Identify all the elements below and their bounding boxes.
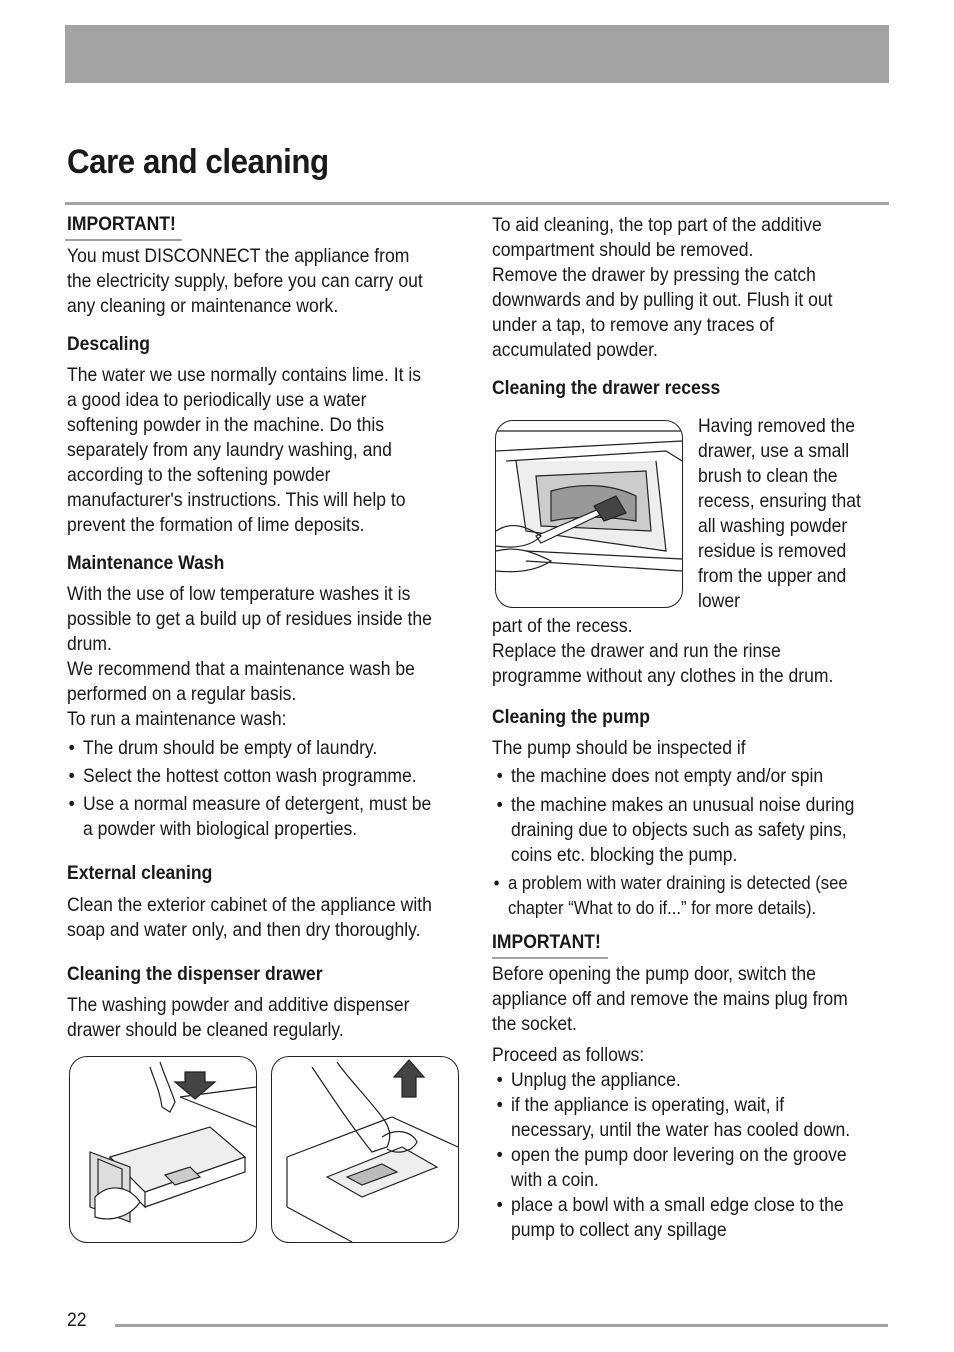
descaling-text: prevent the formation of lime deposits. <box>67 514 365 536</box>
proceed-text: Proceed as follows: <box>492 1044 645 1066</box>
descaling-text: softening powder in the machine. Do this <box>67 414 385 436</box>
list-item-continuation: a powder with biological properties. <box>83 818 358 840</box>
important-heading: IMPORTANT! <box>67 213 176 235</box>
list-item-continuation: necessary, until the water has cooled down. <box>511 1119 851 1141</box>
bullet-icon: • <box>68 765 75 787</box>
recess-text: residue is removed <box>698 540 847 562</box>
list-item: • the machine makes an unusual noise during <box>496 794 855 816</box>
recess-text: all washing powder <box>698 515 848 537</box>
list-item: • Select the hottest cotton wash programme. <box>68 765 417 787</box>
maintenance-text: drum. <box>67 633 112 655</box>
list-item: • open the pump door levering on the groove <box>496 1144 847 1166</box>
footer-divider <box>115 1324 888 1327</box>
dispenser-text-continued: under a tap, to remove any traces of <box>492 314 774 336</box>
brush-cleaning-illustration <box>496 421 682 607</box>
important-underline <box>65 239 182 241</box>
list-item: • if the appliance is operating, wait, if <box>496 1094 785 1116</box>
descaling-text: according to the softening powder <box>67 464 331 486</box>
drawer-removal-illustration <box>69 1056 257 1243</box>
maintenance-text: With the use of low temperature washes it is <box>67 583 411 605</box>
page-title: Care and cleaning <box>67 143 329 181</box>
recess-text: recess, ensuring that <box>698 490 861 512</box>
pump-important-text: Before opening the pump door, switch the <box>492 963 816 985</box>
descaling-text: The water we use normally contains lime. It is <box>67 364 422 386</box>
dispenser-text-continued: downwards and by pulling it out. Flush it out <box>492 289 833 311</box>
recess-text: programme without any clothes in the drum. <box>492 665 834 687</box>
title-divider <box>65 202 889 205</box>
bullet-icon: • <box>68 737 75 759</box>
additive-compartment-illustration <box>272 1057 458 1242</box>
top-compartment-removal-illustration <box>271 1056 459 1243</box>
external-text: soap and water only, and then dry thoroughly. <box>67 919 421 941</box>
dispenser-text: The washing powder and additive dispenser <box>67 994 410 1016</box>
list-item-continuation: coins etc. blocking the pump. <box>511 844 738 866</box>
recess-text: Having removed the <box>698 415 856 437</box>
maintenance-text: We recommend that a maintenance wash be <box>67 658 415 680</box>
recess-text: lower <box>698 590 740 612</box>
list-item: • the machine does not empty and/or spin <box>496 765 824 787</box>
bullet-icon: • <box>496 1194 503 1216</box>
bullet-icon: • <box>496 1144 503 1166</box>
recess-text: brush to clean the <box>698 465 838 487</box>
dispenser-text: drawer should be cleaned regularly. <box>67 1019 344 1041</box>
page-number: 22 <box>67 1309 87 1331</box>
descaling-text: a good idea to periodically use a water <box>67 389 367 411</box>
recess-heading: Cleaning the drawer recess <box>492 377 721 399</box>
pump-important-text: the socket. <box>492 1013 577 1035</box>
list-item-continuation: chapter “What to do if...” for more details). <box>508 897 817 918</box>
descaling-heading: Descaling <box>67 333 150 355</box>
bullet-icon: • <box>493 872 500 893</box>
bullet-icon: • <box>496 1094 503 1116</box>
pump-heading: Cleaning the pump <box>492 706 650 728</box>
important-underline <box>492 957 608 959</box>
maintenance-text: possible to get a build up of residues inside the <box>67 608 432 630</box>
bullet-icon: • <box>68 793 75 815</box>
recess-text: Replace the drawer and run the rinse <box>492 640 781 662</box>
dispenser-text-continued: Remove the drawer by pressing the catch <box>492 264 816 286</box>
dispenser-text-continued: To aid cleaning, the top part of the additive <box>492 214 822 236</box>
dispenser-heading: Cleaning the dispenser drawer <box>67 963 323 985</box>
list-item-continuation: with a coin. <box>511 1169 599 1191</box>
list-item: • a problem with water draining is detected (see <box>493 872 848 893</box>
list-item: • The drum should be empty of laundry. <box>68 737 378 759</box>
bullet-icon: • <box>496 765 503 787</box>
maintenance-text: To run a maintenance wash: <box>67 708 287 730</box>
pump-important-heading: IMPORTANT! <box>492 931 601 953</box>
list-item: • Unplug the appliance. <box>496 1069 681 1091</box>
descaling-text: manufacturer's instructions. This will help to <box>67 489 406 511</box>
dispenser-text-continued: compartment should be removed. <box>492 239 754 261</box>
bullet-icon: • <box>496 1069 503 1091</box>
external-text: Clean the exterior cabinet of the appliance with <box>67 894 432 916</box>
important-text: any cleaning or maintenance work. <box>67 295 339 317</box>
important-text: the electricity supply, before you can carry out <box>67 270 423 292</box>
header-bar <box>65 25 889 83</box>
recess-text: drawer, use a small <box>698 440 850 462</box>
list-item-continuation: draining due to objects such as safety pins, <box>511 819 847 841</box>
drawer-press-illustration <box>70 1057 256 1242</box>
pump-intro: The pump should be inspected if <box>492 737 746 759</box>
recess-text: part of the recess. <box>492 615 633 637</box>
recess-brush-illustration <box>495 420 683 608</box>
pump-important-text: appliance off and remove the mains plug from <box>492 988 848 1010</box>
recess-text: from the upper and <box>698 565 847 587</box>
bullet-icon: • <box>496 794 503 816</box>
list-item-continuation: pump to collect any spillage <box>511 1219 727 1241</box>
maintenance-text: performed on a regular basis. <box>67 683 297 705</box>
list-item: • Use a normal measure of detergent, must be <box>68 793 432 815</box>
important-text: You must DISCONNECT the appliance from <box>67 245 410 267</box>
descaling-text: separately from any laundry washing, and <box>67 439 392 461</box>
list-item: • place a bowl with a small edge close to the <box>496 1194 844 1216</box>
external-heading: External cleaning <box>67 862 213 884</box>
maintenance-heading: Maintenance Wash <box>67 552 225 574</box>
dispenser-text-continued: accumulated powder. <box>492 339 658 361</box>
